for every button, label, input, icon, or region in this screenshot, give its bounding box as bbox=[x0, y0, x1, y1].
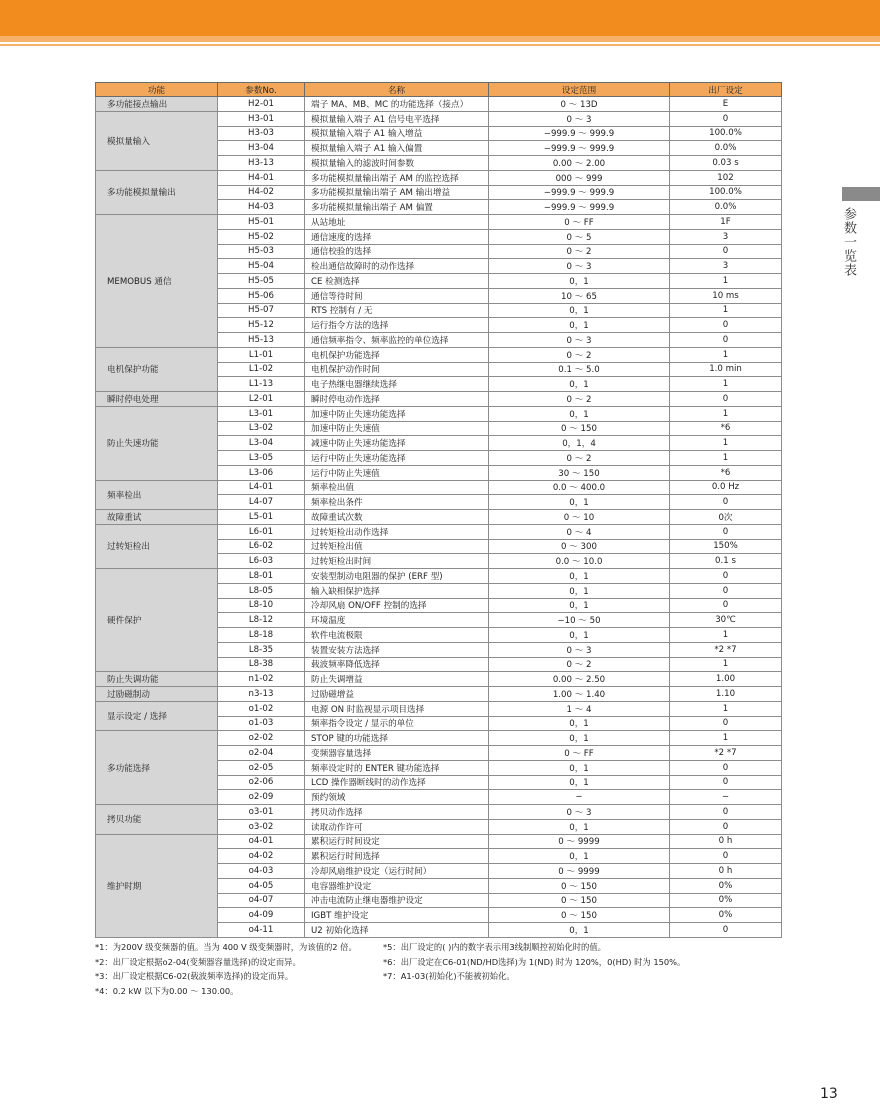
param-no-cell: L8-35 bbox=[218, 642, 305, 657]
default-cell: 0 bbox=[670, 524, 782, 539]
param-name-cell: 多功能模拟量输出端子 AM 偏置 bbox=[305, 200, 489, 215]
param-no-cell: L6-02 bbox=[218, 539, 305, 554]
param-no-cell: L1-01 bbox=[218, 347, 305, 362]
side-section-label: 参数一览表 bbox=[841, 207, 856, 277]
range-cell: −999.9 ～ 999.9 bbox=[489, 126, 670, 141]
function-group-cell: 电机保护功能 bbox=[96, 347, 218, 391]
range-cell: 0.1 ～ 5.0 bbox=[489, 362, 670, 377]
param-name-cell: 通信频率指令、频率监控的单位选择 bbox=[305, 333, 489, 348]
default-cell: 1 bbox=[670, 406, 782, 421]
range-cell: 0 ～ 9999 bbox=[489, 864, 670, 879]
default-cell: 0 bbox=[670, 318, 782, 333]
param-no-cell: H5-12 bbox=[218, 318, 305, 333]
range-cell: 0 ～ 2 bbox=[489, 451, 670, 466]
param-name-cell: 防止失调增益 bbox=[305, 672, 489, 687]
range-cell: −999.9 ～ 999.9 bbox=[489, 185, 670, 200]
default-cell: 1 bbox=[670, 274, 782, 289]
param-name-cell: 载波频率降低选择 bbox=[305, 657, 489, 672]
param-no-cell: L5-01 bbox=[218, 510, 305, 525]
param-no-cell: H5-07 bbox=[218, 303, 305, 318]
param-name-cell: 累积运行时间设定 bbox=[305, 834, 489, 849]
default-cell: 100.0% bbox=[670, 126, 782, 141]
table-row bbox=[96, 805, 782, 820]
function-group-cell: 模拟量输入 bbox=[96, 111, 218, 170]
param-name-cell: CE 检测选择 bbox=[305, 274, 489, 289]
param-name-cell: 加速中防止失速功能选择 bbox=[305, 406, 489, 421]
default-cell: 1 bbox=[670, 436, 782, 451]
param-no-cell: o1-03 bbox=[218, 716, 305, 731]
table-header-row bbox=[96, 83, 782, 97]
default-cell: 3 bbox=[670, 229, 782, 244]
param-name-cell: 运行中防止失速值 bbox=[305, 465, 489, 480]
range-cell: 0 ～ 3 bbox=[489, 333, 670, 348]
range-cell: 0 ～ 150 bbox=[489, 878, 670, 893]
param-no-cell: H4-01 bbox=[218, 170, 305, 185]
header-function: 功能 bbox=[96, 83, 218, 97]
default-cell: 1 bbox=[670, 701, 782, 716]
range-cell: 0 ～ 5 bbox=[489, 229, 670, 244]
param-no-cell: o1-02 bbox=[218, 701, 305, 716]
table-row bbox=[96, 701, 782, 716]
param-no-cell: H5-05 bbox=[218, 274, 305, 289]
param-no-cell: o3-02 bbox=[218, 819, 305, 834]
function-group-cell: 显示设定 / 选择 bbox=[96, 701, 218, 731]
param-no-cell: L8-12 bbox=[218, 613, 305, 628]
param-no-cell: L4-07 bbox=[218, 495, 305, 510]
param-name-cell: 累积运行时间选择 bbox=[305, 849, 489, 864]
header-stripe-thin bbox=[0, 44, 880, 46]
range-cell: 0，1 bbox=[489, 377, 670, 392]
default-cell: 0% bbox=[670, 908, 782, 923]
default-cell: 0 bbox=[670, 598, 782, 613]
footnotes-right bbox=[383, 940, 685, 984]
param-no-cell: L1-13 bbox=[218, 377, 305, 392]
default-cell: *2 *7 bbox=[670, 746, 782, 761]
table-row bbox=[96, 731, 782, 746]
param-name-cell: 冷却风扇维护设定（运行时间） bbox=[305, 864, 489, 879]
param-name-cell: 运行指令方法的选择 bbox=[305, 318, 489, 333]
param-name-cell: 环境温度 bbox=[305, 613, 489, 628]
default-cell: 0 bbox=[670, 849, 782, 864]
footnote: *2：出厂设定根据o2-04(变频器容量选择)的设定而异。 bbox=[95, 956, 301, 967]
range-cell: 000 ～ 999 bbox=[489, 170, 670, 185]
param-name-cell: 通信速度的选择 bbox=[305, 229, 489, 244]
default-cell: 1 bbox=[670, 628, 782, 643]
param-name-cell: IGBT 维护设定 bbox=[305, 908, 489, 923]
param-no-cell: o4-01 bbox=[218, 834, 305, 849]
param-name-cell: 通信校验的选择 bbox=[305, 244, 489, 259]
function-group-cell: MEMOBUS 通信 bbox=[96, 215, 218, 348]
default-cell: 0.0% bbox=[670, 141, 782, 156]
table-row bbox=[96, 569, 782, 584]
table-row bbox=[96, 480, 782, 495]
header-range: 设定范围 bbox=[489, 83, 670, 97]
header-stripe bbox=[0, 36, 880, 42]
range-cell: 0 ～ 4 bbox=[489, 524, 670, 539]
param-no-cell: o4-11 bbox=[218, 923, 305, 938]
param-no-cell: o4-02 bbox=[218, 849, 305, 864]
param-no-cell: L3-05 bbox=[218, 451, 305, 466]
default-cell: 0 bbox=[670, 716, 782, 731]
footnote: *6：出厂设定在C6-01(ND/HD选择)为 1(ND) 时为 120%，0(HD) 时为 150%。 bbox=[383, 956, 686, 967]
default-cell: 1.10 bbox=[670, 687, 782, 702]
param-no-cell: o3-01 bbox=[218, 805, 305, 820]
param-name-cell: 电机保护功能选择 bbox=[305, 347, 489, 362]
table-row bbox=[96, 347, 782, 362]
range-cell: 0.0 ～ 400.0 bbox=[489, 480, 670, 495]
param-name-cell: 运行中防止失速功能选择 bbox=[305, 451, 489, 466]
param-no-cell: H5-06 bbox=[218, 288, 305, 303]
range-cell: 0 ～ 10 bbox=[489, 510, 670, 525]
range-cell: 0，1 bbox=[489, 583, 670, 598]
header-band bbox=[0, 0, 880, 36]
function-group-cell: 拷贝功能 bbox=[96, 805, 218, 835]
param-no-cell: L8-10 bbox=[218, 598, 305, 613]
param-no-cell: L3-01 bbox=[218, 406, 305, 421]
range-cell: 0 ～ 9999 bbox=[489, 834, 670, 849]
default-cell: 1 bbox=[670, 657, 782, 672]
param-name-cell: 模拟量输入的滤波时间参数 bbox=[305, 156, 489, 171]
range-cell: 0，1 bbox=[489, 495, 670, 510]
default-cell: 0.03 s bbox=[670, 156, 782, 171]
range-cell: 10 ～ 65 bbox=[489, 288, 670, 303]
footnote: *4：0.2 kW 以下为0.00 ～ 130.00。 bbox=[95, 985, 239, 996]
param-no-cell: L2-01 bbox=[218, 392, 305, 407]
default-cell: 1.0 min bbox=[670, 362, 782, 377]
range-cell: 0 ～ FF bbox=[489, 746, 670, 761]
range-cell: 0，1 bbox=[489, 569, 670, 584]
default-cell: 1F bbox=[670, 215, 782, 230]
footnotes-left bbox=[95, 940, 357, 998]
default-cell: 0 h bbox=[670, 834, 782, 849]
default-cell: 0% bbox=[670, 878, 782, 893]
default-cell: 1 bbox=[670, 377, 782, 392]
default-cell: 0 bbox=[670, 111, 782, 126]
param-name-cell: 软件电流极限 bbox=[305, 628, 489, 643]
function-group-cell: 过转矩检出 bbox=[96, 524, 218, 568]
table-row bbox=[96, 97, 782, 112]
param-no-cell: o4-09 bbox=[218, 908, 305, 923]
param-no-cell: H4-02 bbox=[218, 185, 305, 200]
param-name-cell: 冷却风扇 ON/OFF 控制的选择 bbox=[305, 598, 489, 613]
range-cell: 0 ～ 150 bbox=[489, 893, 670, 908]
header-name: 名称 bbox=[305, 83, 489, 97]
page-number: 13 bbox=[820, 1086, 838, 1102]
function-group-cell: 多功能接点输出 bbox=[96, 97, 218, 112]
table-row bbox=[96, 170, 782, 185]
function-group-cell: 瞬时停电处理 bbox=[96, 392, 218, 407]
default-cell: 0 bbox=[670, 805, 782, 820]
param-name-cell: 频率设定时的 ENTER 键功能选择 bbox=[305, 760, 489, 775]
function-group-cell: 硬件保护 bbox=[96, 569, 218, 672]
range-cell: −10 ～ 50 bbox=[489, 613, 670, 628]
param-no-cell: H3-03 bbox=[218, 126, 305, 141]
default-cell: 0 bbox=[670, 760, 782, 775]
default-cell: 0.0% bbox=[670, 200, 782, 215]
default-cell: 0 bbox=[670, 583, 782, 598]
param-no-cell: o4-03 bbox=[218, 864, 305, 879]
footnote: *7：A1-03(初始化)不能被初始化。 bbox=[383, 971, 515, 981]
table-row bbox=[96, 834, 782, 849]
function-group-cell: 防止失速功能 bbox=[96, 406, 218, 480]
param-name-cell: 过转矩检出时间 bbox=[305, 554, 489, 569]
default-cell: 0 bbox=[670, 244, 782, 259]
range-cell: 0 ～ 2 bbox=[489, 392, 670, 407]
param-no-cell: o2-06 bbox=[218, 775, 305, 790]
range-cell: 0，1 bbox=[489, 628, 670, 643]
range-cell: 0 ～ 150 bbox=[489, 908, 670, 923]
header-default: 出厂设定 bbox=[670, 83, 782, 97]
default-cell: 0.1 s bbox=[670, 554, 782, 569]
range-cell: 0 ～ 2 bbox=[489, 347, 670, 362]
param-no-cell: H3-01 bbox=[218, 111, 305, 126]
param-name-cell: 拷贝动作选择 bbox=[305, 805, 489, 820]
param-no-cell: H5-03 bbox=[218, 244, 305, 259]
param-name-cell: 电容器维护设定 bbox=[305, 878, 489, 893]
default-cell: 10 ms bbox=[670, 288, 782, 303]
function-group-cell: 防止失调功能 bbox=[96, 672, 218, 687]
function-group-cell: 故障重试 bbox=[96, 510, 218, 525]
default-cell: 0 bbox=[670, 819, 782, 834]
param-no-cell: H3-04 bbox=[218, 141, 305, 156]
default-cell: 0 bbox=[670, 775, 782, 790]
param-name-cell: 多功能模拟量输出端子 AM 的监控选择 bbox=[305, 170, 489, 185]
param-name-cell: 冲击电流防止继电器维护设定 bbox=[305, 893, 489, 908]
default-cell: 0 h bbox=[670, 864, 782, 879]
default-cell: 150% bbox=[670, 539, 782, 554]
range-cell: −999.9 ～ 999.9 bbox=[489, 141, 670, 156]
param-name-cell: 模拟量输入端子 A1 输入偏置 bbox=[305, 141, 489, 156]
range-cell: 0，1 bbox=[489, 274, 670, 289]
range-cell: 1.00 ～ 1.40 bbox=[489, 687, 670, 702]
default-cell: 0 bbox=[670, 923, 782, 938]
param-no-cell: L8-01 bbox=[218, 569, 305, 584]
default-cell: 0 bbox=[670, 569, 782, 584]
range-cell: 0 ～ 13D bbox=[489, 97, 670, 112]
default-cell: 1 bbox=[670, 303, 782, 318]
param-no-cell: o2-02 bbox=[218, 731, 305, 746]
param-no-cell: L1-02 bbox=[218, 362, 305, 377]
default-cell: *2 *7 bbox=[670, 642, 782, 657]
parameter-table bbox=[95, 82, 782, 938]
param-no-cell: L8-38 bbox=[218, 657, 305, 672]
param-name-cell: LCD 操作器断线时的动作选择 bbox=[305, 775, 489, 790]
param-name-cell: 输入缺相保护选择 bbox=[305, 583, 489, 598]
range-cell: 0 ～ 3 bbox=[489, 805, 670, 820]
range-cell: 30 ～ 150 bbox=[489, 465, 670, 480]
param-no-cell: H2-01 bbox=[218, 97, 305, 112]
range-cell: 0 ～ 150 bbox=[489, 421, 670, 436]
param-name-cell: 预约领域 bbox=[305, 790, 489, 805]
param-name-cell: 瞬时停电动作选择 bbox=[305, 392, 489, 407]
param-no-cell: L6-01 bbox=[218, 524, 305, 539]
param-name-cell: 从站地址 bbox=[305, 215, 489, 230]
param-name-cell: 模拟量输入端子 A1 信号电平选择 bbox=[305, 111, 489, 126]
default-cell: 1 bbox=[670, 347, 782, 362]
default-cell: 1.00 bbox=[670, 672, 782, 687]
table-row bbox=[96, 111, 782, 126]
footnote: *1：为200V 级变频器的值。当为 400 V 级变频器时，为该值的2 倍。 bbox=[95, 942, 357, 952]
param-name-cell: 通信等待时间 bbox=[305, 288, 489, 303]
function-group-cell: 频率检出 bbox=[96, 480, 218, 510]
range-cell: 0 ～ FF bbox=[489, 215, 670, 230]
range-cell: 0，1 bbox=[489, 923, 670, 938]
table-row bbox=[96, 524, 782, 539]
range-cell: 0，1 bbox=[489, 819, 670, 834]
param-name-cell: 端子 MA、MB、MC 的功能选择（接点） bbox=[305, 97, 489, 112]
range-cell: 0，1 bbox=[489, 775, 670, 790]
range-cell: 0，1 bbox=[489, 598, 670, 613]
param-name-cell: 频率指令设定 / 显示的单位 bbox=[305, 716, 489, 731]
default-cell: 0.0 Hz bbox=[670, 480, 782, 495]
param-name-cell: 加速中防止失速值 bbox=[305, 421, 489, 436]
param-name-cell: 模拟量输入端子 A1 输入增益 bbox=[305, 126, 489, 141]
table-row bbox=[96, 392, 782, 407]
default-cell: 3 bbox=[670, 259, 782, 274]
param-name-cell: 电子热继电器继续选择 bbox=[305, 377, 489, 392]
range-cell: 0，1 bbox=[489, 318, 670, 333]
range-cell: − bbox=[489, 790, 670, 805]
default-cell: − bbox=[670, 790, 782, 805]
range-cell: 0.00 ～ 2.50 bbox=[489, 672, 670, 687]
param-no-cell: L8-05 bbox=[218, 583, 305, 598]
default-cell: 1 bbox=[670, 451, 782, 466]
header-param-no: 参数No. bbox=[218, 83, 305, 97]
param-no-cell: o2-04 bbox=[218, 746, 305, 761]
table-row bbox=[96, 687, 782, 702]
range-cell: 0 ～ 3 bbox=[489, 259, 670, 274]
range-cell: 0 ～ 3 bbox=[489, 111, 670, 126]
param-name-cell: 过转矩检出值 bbox=[305, 539, 489, 554]
param-no-cell: L3-02 bbox=[218, 421, 305, 436]
param-no-cell: H5-01 bbox=[218, 215, 305, 230]
param-no-cell: L6-03 bbox=[218, 554, 305, 569]
default-cell: *6 bbox=[670, 465, 782, 480]
footnote: *5：出厂设定的( )内的数字表示用3线制顺控初始化时的值。 bbox=[383, 942, 606, 952]
param-name-cell: STOP 键的功能选择 bbox=[305, 731, 489, 746]
param-name-cell: 过转矩检出动作选择 bbox=[305, 524, 489, 539]
range-cell: 0.00 ～ 2.00 bbox=[489, 156, 670, 171]
param-no-cell: H4-03 bbox=[218, 200, 305, 215]
side-tab-marker bbox=[842, 187, 880, 201]
param-name-cell: U2 初始化选择 bbox=[305, 923, 489, 938]
footnote: *3：出厂设定根据C6-02(载波频率选择)的设定而异。 bbox=[95, 971, 294, 981]
range-cell: 0，1 bbox=[489, 716, 670, 731]
default-cell: 100.0% bbox=[670, 185, 782, 200]
param-no-cell: o2-05 bbox=[218, 760, 305, 775]
range-cell: 0 ～ 300 bbox=[489, 539, 670, 554]
table-body bbox=[96, 97, 782, 938]
param-name-cell: 减速中防止失速功能选择 bbox=[305, 436, 489, 451]
param-name-cell: 安装型制动电阻器的保护 (ERF 型) bbox=[305, 569, 489, 584]
param-no-cell: H5-13 bbox=[218, 333, 305, 348]
param-name-cell: 频率检出条件 bbox=[305, 495, 489, 510]
function-group-cell: 过励磁制动 bbox=[96, 687, 218, 702]
range-cell: 0.0 ～ 10.0 bbox=[489, 554, 670, 569]
default-cell: *6 bbox=[670, 421, 782, 436]
param-name-cell: 电机保护动作时间 bbox=[305, 362, 489, 377]
param-name-cell: RTS 控制有 / 无 bbox=[305, 303, 489, 318]
range-cell: 0 ～ 3 bbox=[489, 642, 670, 657]
table-row bbox=[96, 510, 782, 525]
param-name-cell: 过励磁增益 bbox=[305, 687, 489, 702]
default-cell: E bbox=[670, 97, 782, 112]
param-no-cell: n1-02 bbox=[218, 672, 305, 687]
param-no-cell: L4-01 bbox=[218, 480, 305, 495]
param-no-cell: L3-04 bbox=[218, 436, 305, 451]
param-name-cell: 电源 ON 时监视显示项目选择 bbox=[305, 701, 489, 716]
param-no-cell: n3-13 bbox=[218, 687, 305, 702]
param-no-cell: o2-09 bbox=[218, 790, 305, 805]
function-group-cell: 维护时期 bbox=[96, 834, 218, 937]
param-no-cell: H5-04 bbox=[218, 259, 305, 274]
range-cell: 1 ～ 4 bbox=[489, 701, 670, 716]
param-name-cell: 多功能模拟量输出端子 AM 输出增益 bbox=[305, 185, 489, 200]
range-cell: 0 ～ 2 bbox=[489, 657, 670, 672]
param-no-cell: H5-02 bbox=[218, 229, 305, 244]
range-cell: 0，1 bbox=[489, 849, 670, 864]
param-no-cell: L8-18 bbox=[218, 628, 305, 643]
range-cell: 0，1 bbox=[489, 760, 670, 775]
param-no-cell: o4-07 bbox=[218, 893, 305, 908]
range-cell: 0，1 bbox=[489, 406, 670, 421]
table-row bbox=[96, 215, 782, 230]
param-name-cell: 读取动作许可 bbox=[305, 819, 489, 834]
default-cell: 0 bbox=[670, 495, 782, 510]
param-name-cell: 故障重试次数 bbox=[305, 510, 489, 525]
range-cell: −999.9 ～ 999.9 bbox=[489, 200, 670, 215]
param-name-cell: 频率检出值 bbox=[305, 480, 489, 495]
default-cell: 0% bbox=[670, 893, 782, 908]
default-cell: 0 bbox=[670, 333, 782, 348]
function-group-cell: 多功能选择 bbox=[96, 731, 218, 805]
param-no-cell: H3-13 bbox=[218, 156, 305, 171]
param-name-cell: 检出通信故障时的动作选择 bbox=[305, 259, 489, 274]
range-cell: 0，1 bbox=[489, 731, 670, 746]
default-cell: 30℃ bbox=[670, 613, 782, 628]
table-row bbox=[96, 672, 782, 687]
range-cell: 0，1 bbox=[489, 303, 670, 318]
range-cell: 0 ～ 2 bbox=[489, 244, 670, 259]
param-name-cell: 变频器容量选择 bbox=[305, 746, 489, 761]
param-name-cell: 装置安装方法选择 bbox=[305, 642, 489, 657]
default-cell: 0 bbox=[670, 392, 782, 407]
default-cell: 0次 bbox=[670, 510, 782, 525]
range-cell: 0，1，4 bbox=[489, 436, 670, 451]
table-row bbox=[96, 406, 782, 421]
default-cell: 1 bbox=[670, 731, 782, 746]
param-no-cell: L3-06 bbox=[218, 465, 305, 480]
default-cell: 102 bbox=[670, 170, 782, 185]
function-group-cell: 多功能模拟量输出 bbox=[96, 170, 218, 214]
param-no-cell: o4-05 bbox=[218, 878, 305, 893]
